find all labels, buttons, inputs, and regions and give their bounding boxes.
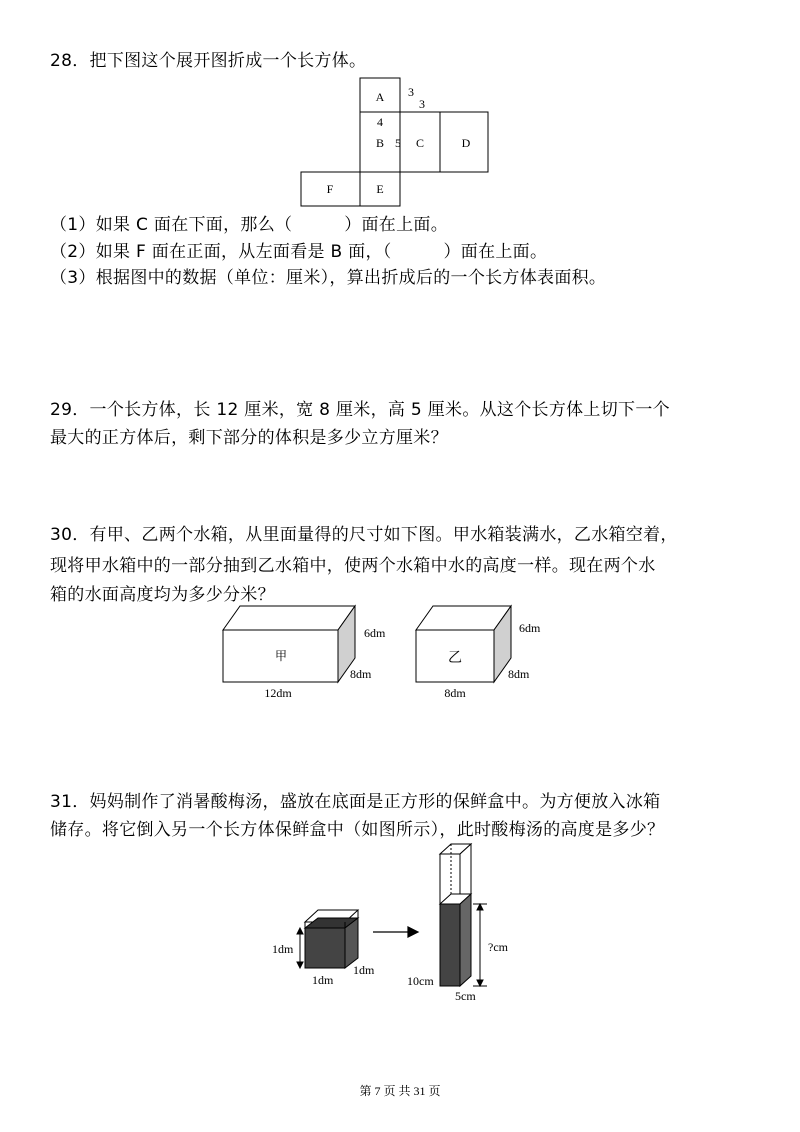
pour-arrow <box>373 927 418 937</box>
tank-yi-name: 乙 <box>448 650 462 666</box>
tank-jia-name: 甲 <box>275 649 288 663</box>
face-D-label: D <box>461 136 471 150</box>
face-B-label: B <box>375 136 385 150</box>
q28-sub1: （1）如果 C 面在下面，那么（ ）面在上面。 <box>50 215 448 235</box>
tall-box-length: 5cm <box>455 989 476 1003</box>
q31-line1: 31．妈妈制作了消暑酸梅汤，盛放在底面是正方形的保鲜盒中。为方便放入冰箱 <box>50 792 661 812</box>
tank-yi-length: 8dm <box>444 686 466 700</box>
q29-line1: 29．一个长方体，长 12 厘米，宽 8 厘米，高 5 厘米。从这个长方体上切下一个 <box>50 400 670 420</box>
tank-yi-width: 8dm <box>508 667 530 681</box>
tall-box-height-arrow <box>473 904 487 986</box>
face-E-label: E <box>376 182 384 196</box>
small-box-width: 1dm <box>353 963 375 977</box>
face-F-label: F <box>326 182 334 196</box>
dim-label-4: 4 <box>377 115 383 129</box>
q28-sub2: （2）如果 F 面在正面，从左面看是 B 面，（ ）面在上面。 <box>50 242 548 262</box>
small-box-height: 1dm <box>272 942 294 956</box>
tank-jia-height: 6dm <box>364 626 386 640</box>
square-box <box>305 910 358 968</box>
tall-box-width: 10cm <box>407 974 434 988</box>
q28-sub3: （3）根据图中的数据（单位：厘米），算出折成后的一个长方体表面积。 <box>50 268 607 288</box>
tall-box-height: ?cm <box>488 940 508 954</box>
face-C-label: C <box>415 136 425 150</box>
dim-label-3b: 3 <box>419 97 425 111</box>
q30-line2: 现将甲水箱中的一部分抽到乙水箱中，使两个水箱中水的高度一样。现在两个水 <box>50 556 656 576</box>
page-footer: 第 7 页 共 31 页 <box>359 1084 441 1098</box>
small-box-height-arrow <box>297 928 303 968</box>
q30-line3: 箱的水面高度均为多少分米？ <box>50 585 275 605</box>
tank-yi-height: 6dm <box>519 621 541 635</box>
q30-line1: 30．有甲、乙两个水箱，从里面量得的尺寸如下图。甲水箱装满水，乙水箱空着， <box>50 525 678 545</box>
q29-line2: 最大的正方体后，剩下部分的体积是多少立方厘米？ <box>50 428 448 448</box>
tall-box <box>440 844 471 986</box>
dim-label-3a: 3 <box>408 85 414 99</box>
face-A-label: A <box>375 90 385 104</box>
tank-jia-length: 12dm <box>264 686 292 700</box>
dim-label-5: 5 <box>395 136 401 150</box>
small-box-length: 1dm <box>312 973 334 987</box>
tank-jia-width: 8dm <box>350 667 372 681</box>
q31-line2: 储存。将它倒入另一个长方体保鲜盒中（如图所示），此时酸梅汤的高度是多少？ <box>50 820 665 840</box>
q28-title: 28．把下图这个展开图折成一个长方体。 <box>50 51 367 71</box>
